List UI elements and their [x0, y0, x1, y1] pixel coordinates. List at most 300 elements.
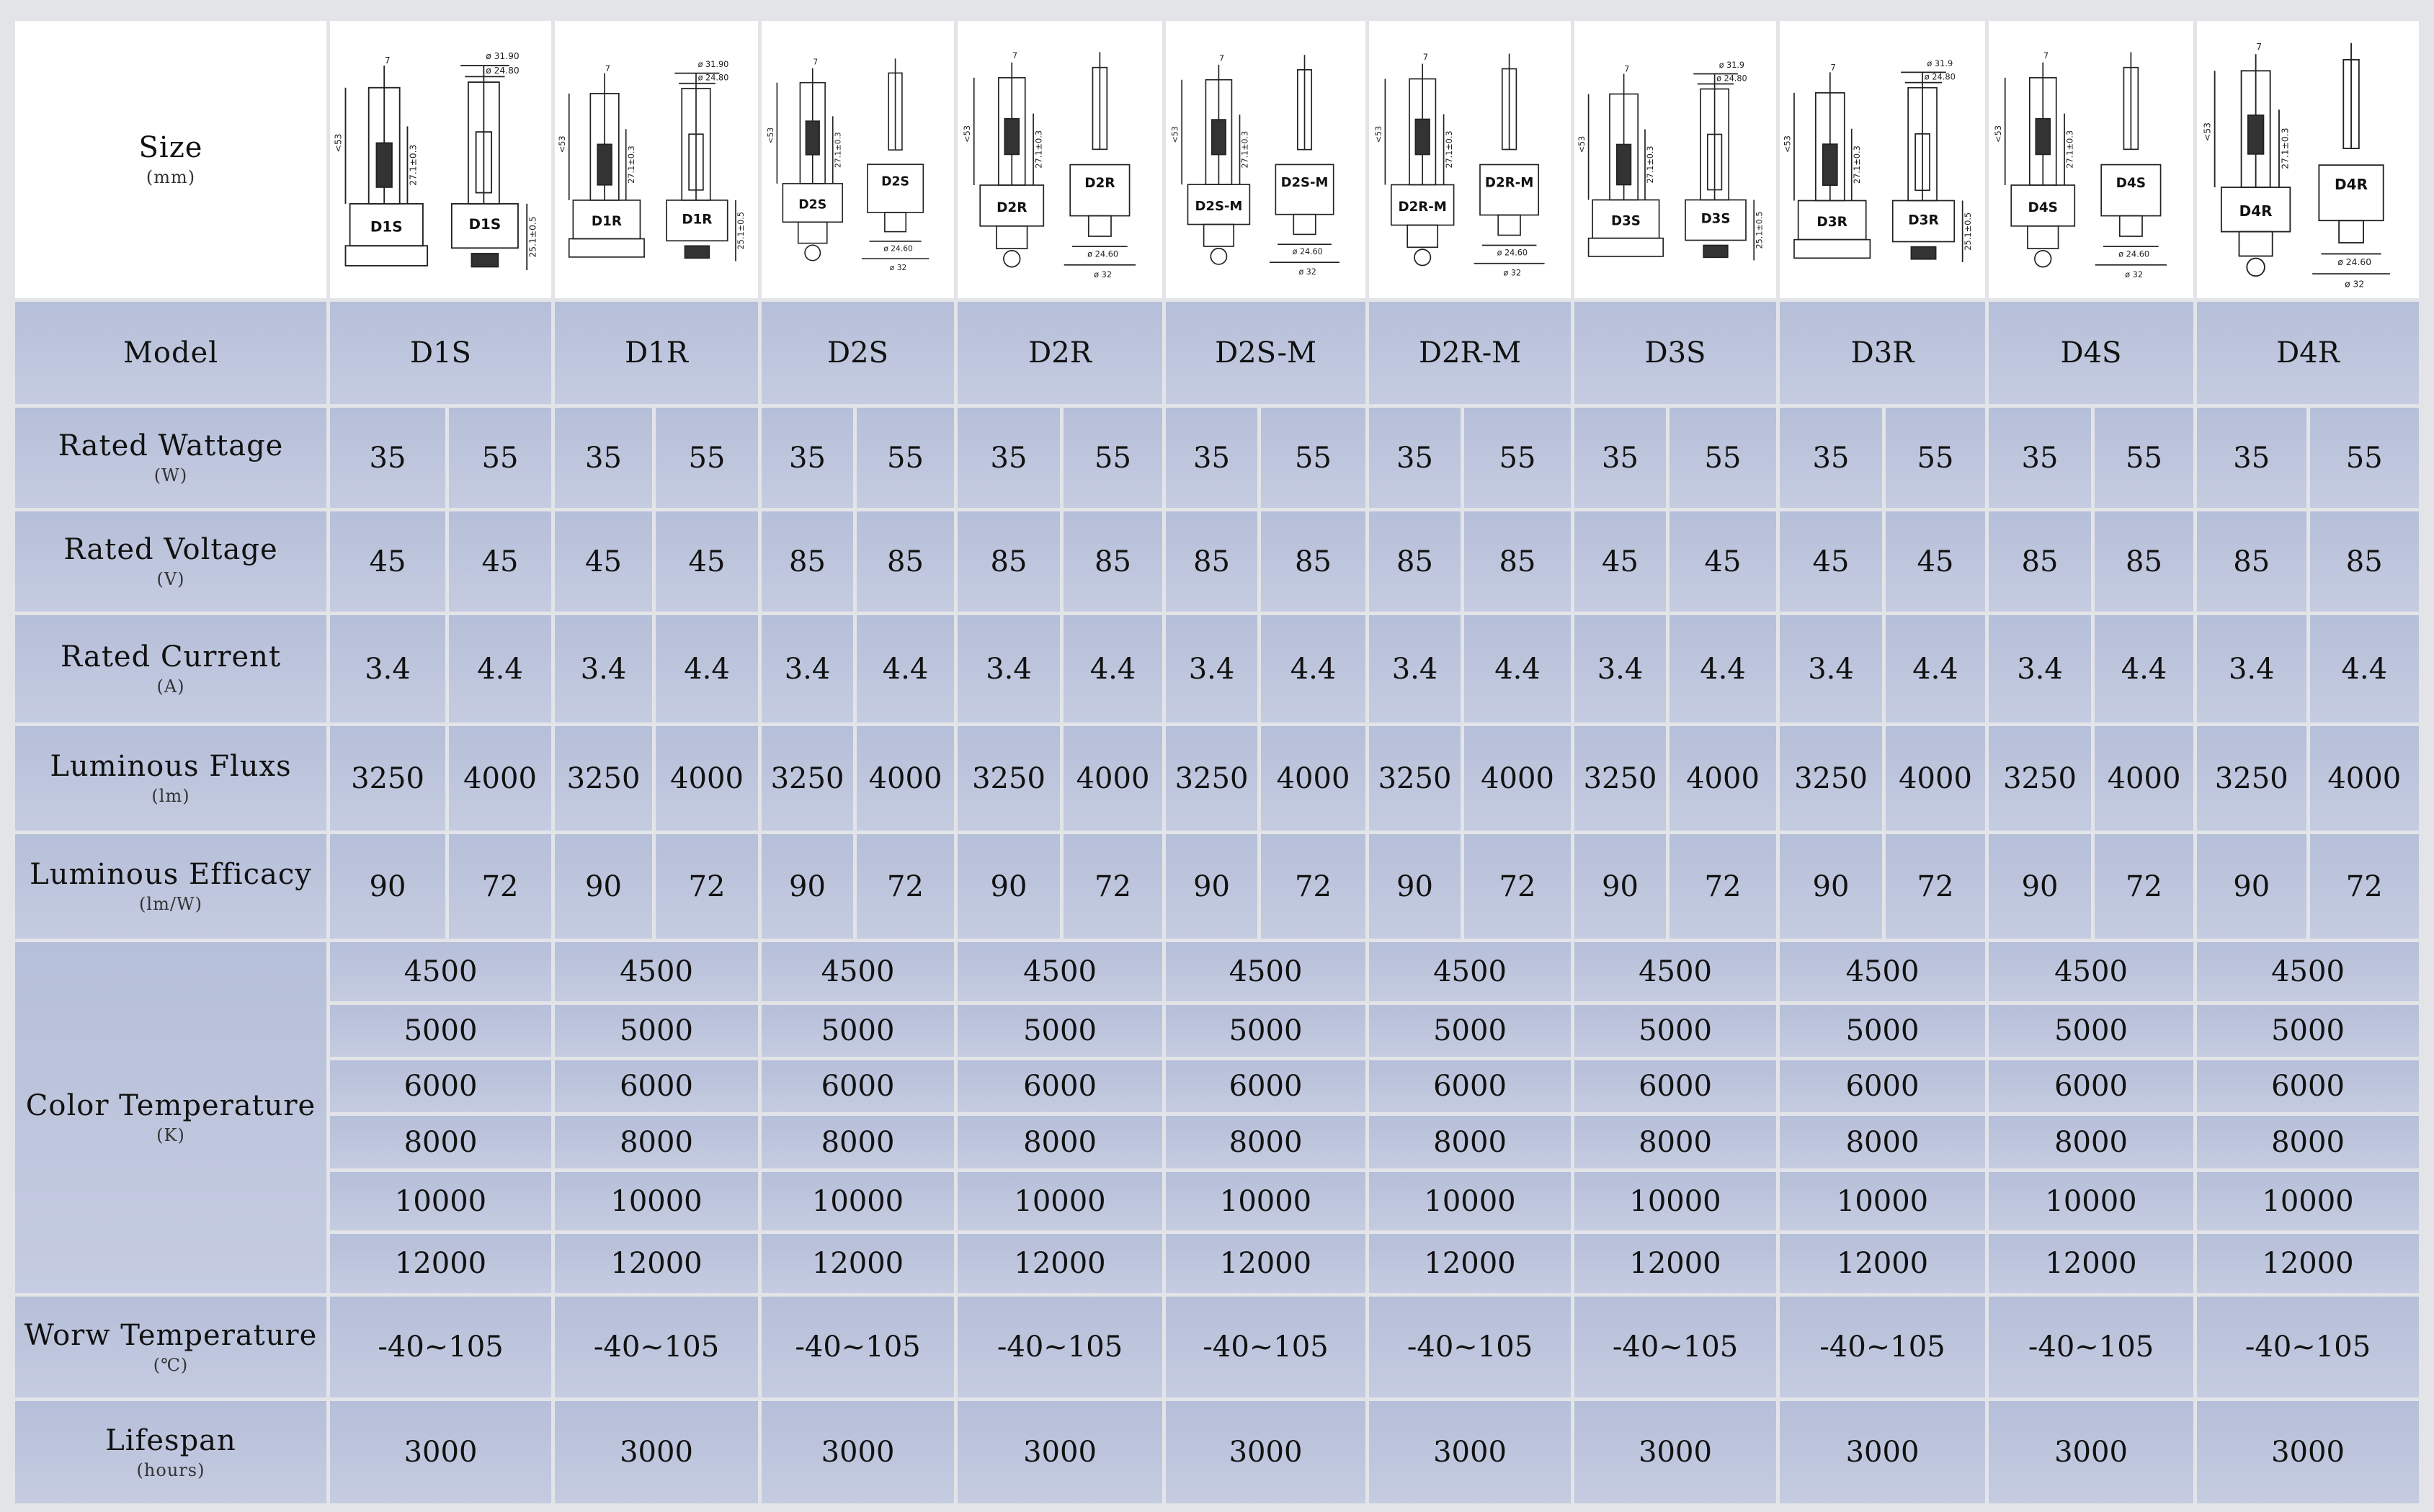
work-temp-label: [15, 1297, 326, 1397]
current-value: 4.4: [857, 615, 954, 723]
voltage-value: 45: [1780, 511, 1882, 612]
wattage-value: 55: [1261, 408, 1365, 508]
color-temp-value: 8000: [958, 1116, 1162, 1168]
dim-53: <53: [1993, 125, 2004, 143]
dim-dia-inner: ø 24.60: [1087, 249, 1119, 259]
flux-value: 3250: [958, 726, 1060, 831]
color-temp-row: [15, 1172, 2419, 1230]
color-temp-value: 8000: [1780, 1116, 1985, 1168]
efficacy-value: 72: [1064, 834, 1162, 939]
dim-27: 27.1±0.3: [2280, 128, 2291, 169]
lifespan-value: 3000: [555, 1401, 758, 1503]
dim-27: 27.1±0.3: [1444, 130, 1454, 169]
color-temp-value: 6000: [1989, 1060, 2193, 1112]
lifespan-value: 3000: [1574, 1401, 1776, 1503]
color-temp-value: 5000: [1574, 1005, 1776, 1057]
flux-value: 4000: [2310, 726, 2420, 831]
color-temp-row: [15, 1005, 2419, 1057]
bulb-left-label: D3R: [1816, 215, 1847, 231]
lifespan-row: [15, 1401, 2419, 1503]
work-temp-value: -40~105: [330, 1297, 551, 1397]
size-label: [15, 21, 326, 298]
color-temp-row: [15, 1116, 2419, 1168]
bulb-right-label: D3R: [1908, 213, 1939, 228]
voltage-value: 85: [1064, 511, 1162, 612]
color-temp-value: 5000: [330, 1005, 551, 1057]
dim-7: 7: [1012, 50, 1018, 61]
current-value: 4.4: [656, 615, 758, 723]
dim-7: 7: [1624, 64, 1630, 74]
dim-7: 7: [2256, 42, 2263, 53]
dim-53: <53: [1577, 135, 1587, 153]
voltage-value: 45: [1886, 511, 1985, 612]
dim-dia-inner: ø 24.60: [1497, 248, 1528, 258]
work-temp-value: -40~105: [1780, 1297, 1985, 1397]
model-name: D1R: [555, 302, 758, 404]
color-temp-value: 10000: [1574, 1172, 1776, 1230]
color-temp-value: 6000: [762, 1060, 954, 1112]
dim-7: 7: [384, 55, 391, 66]
wattage-value: 55: [449, 408, 551, 508]
bulb-right-label: D1S: [468, 215, 501, 233]
size-diagram-cell: [2197, 21, 2419, 298]
lifespan-value: 3000: [762, 1401, 954, 1503]
color-temp-value: 12000: [1166, 1234, 1365, 1293]
model-label-text: Model: [122, 336, 219, 370]
dim-7: 7: [1219, 53, 1225, 63]
color-temp-row: [15, 1060, 2419, 1112]
dim-27: 27.1±0.3: [833, 132, 843, 168]
model-name: D1S: [330, 302, 551, 404]
color-temp-value: 6000: [1166, 1060, 1365, 1112]
color-temp-value: 4500: [762, 942, 954, 1001]
bulb-left-label: D1S: [370, 218, 403, 236]
dim-dia-outer: ø 32: [1298, 267, 1316, 277]
dim-dia-outer: ø 31.90: [486, 50, 520, 61]
voltage-value: 45: [1574, 511, 1666, 612]
lifespan-value: 3000: [1369, 1401, 1571, 1503]
efficacy-value: 90: [1369, 834, 1461, 939]
dim-dia-outer: ø 32: [2125, 269, 2144, 279]
flux-value: 4000: [1064, 726, 1162, 831]
current-value: 4.4: [2095, 615, 2193, 723]
color-temp-value: 10000: [1369, 1172, 1571, 1230]
dim-dia-inner: ø 24.80: [1716, 73, 1747, 84]
color-temp-value: 4500: [555, 942, 758, 1001]
wattage-value: 55: [2095, 408, 2193, 508]
dim-25: 25.1±0.5: [1963, 212, 1974, 251]
wattage-value: 55: [1464, 408, 1571, 508]
flux-value: 3250: [1574, 726, 1666, 831]
voltage-value: 85: [958, 511, 1060, 612]
current-value: 3.4: [330, 615, 445, 723]
lifespan-value: 3000: [330, 1401, 551, 1503]
efficacy-value: 72: [2310, 834, 2420, 939]
color-temp-value: 12000: [762, 1234, 954, 1293]
color-temp-value: 6000: [2197, 1060, 2419, 1112]
color-temp-value: 12000: [1780, 1234, 1985, 1293]
efficacy-value: 90: [1574, 834, 1666, 939]
dim-dia-inner: ø 24.60: [2337, 256, 2372, 267]
current-label-text: Rated Current: [60, 640, 282, 674]
current-row: [15, 615, 2419, 723]
color-temp-value: 5000: [2197, 1005, 2419, 1057]
voltage-value: 45: [1670, 511, 1776, 612]
model-name: D4R: [2197, 302, 2419, 404]
flux-unit: (lm): [151, 786, 190, 807]
dim-53: <53: [962, 125, 973, 143]
lifespan-value: 3000: [1166, 1401, 1365, 1503]
bulb-right-label: D1R: [682, 212, 713, 228]
bulb-left-label: D2S-M: [1195, 199, 1243, 215]
efficacy-row: [15, 834, 2419, 939]
color-temp-value: 12000: [555, 1234, 758, 1293]
lifespan-value: 3000: [1780, 1401, 1985, 1503]
current-value: 3.4: [762, 615, 853, 723]
bulb-right-label: D2R: [1084, 175, 1115, 191]
color-temp-value: 8000: [762, 1116, 954, 1168]
wattage-value: 35: [1166, 408, 1257, 508]
dim-7: 7: [813, 57, 819, 67]
bulb-right-label: D2S: [881, 174, 910, 189]
current-value: 3.4: [555, 615, 652, 723]
flux-value: 3250: [1989, 726, 2091, 831]
dim-dia-inner: ø 24.60: [1292, 247, 1323, 257]
efficacy-value: 72: [857, 834, 954, 939]
flux-value: 3250: [1166, 726, 1257, 831]
efficacy-label: [15, 834, 326, 939]
color-temp-value: 12000: [2197, 1234, 2419, 1293]
voltage-unit: (V): [156, 569, 185, 590]
voltage-value: 85: [1369, 511, 1461, 612]
flux-value: 4000: [1670, 726, 1776, 831]
efficacy-value: 90: [1780, 834, 1882, 939]
color-temp-value: 4500: [1166, 942, 1365, 1001]
efficacy-value: 90: [762, 834, 853, 939]
bulb-diagram: [762, 21, 954, 298]
efficacy-value: 72: [1464, 834, 1571, 939]
size-label-text: Size: [138, 131, 203, 165]
current-value: 3.4: [2197, 615, 2306, 723]
dim-7: 7: [2043, 50, 2049, 61]
bulb-diagram: [330, 21, 551, 298]
dim-dia-outer: ø 31.9: [1718, 61, 1745, 71]
color-temp-value: 5000: [1166, 1005, 1365, 1057]
current-value: 3.4: [958, 615, 1060, 723]
dim-dia-inner: ø 24.60: [2118, 249, 2150, 259]
dim-dia-outer: ø 32: [1094, 269, 1113, 279]
color-temp-value: 8000: [1574, 1116, 1776, 1168]
size-unit: (mm): [146, 167, 196, 188]
work-temp-value: -40~105: [958, 1297, 1162, 1397]
voltage-value: 85: [2197, 511, 2306, 612]
wattage-label-text: Rated Wattage: [58, 429, 284, 463]
color-temp-value: 8000: [2197, 1116, 2419, 1168]
dim-53: <53: [1170, 126, 1180, 143]
wattage-value: 55: [857, 408, 954, 508]
bulb-right-label: D2S-M: [1280, 174, 1329, 190]
work-temp-value: -40~105: [555, 1297, 758, 1397]
flux-value: 3250: [1369, 726, 1461, 831]
voltage-value: 45: [449, 511, 551, 612]
size-diagram-cell: [1166, 21, 1365, 298]
wattage-value: 35: [1780, 408, 1882, 508]
work-temp-value: -40~105: [1989, 1297, 2193, 1397]
color-temp-value: 4500: [1780, 942, 1985, 1001]
flux-value: 3250: [330, 726, 445, 831]
color-temp-row: [15, 1234, 2419, 1293]
model-label: [15, 302, 326, 404]
color-temp-value: 10000: [1166, 1172, 1365, 1230]
color-temp-value: 12000: [1574, 1234, 1776, 1293]
flux-value: 3250: [1780, 726, 1882, 831]
wattage-value: 35: [2197, 408, 2306, 508]
bulb-right-label: D4R: [2335, 176, 2368, 194]
work-temp-unit: (℃): [153, 1354, 189, 1375]
bulb-left-label: D1R: [591, 214, 622, 230]
dim-dia-outer: ø 32: [2345, 279, 2365, 290]
model-name: D3S: [1574, 302, 1776, 404]
color-temp-value: 6000: [330, 1060, 551, 1112]
lifespan-unit: (hours): [136, 1459, 205, 1480]
color-temp-value: 4500: [1989, 942, 2193, 1001]
model-name: D2R-M: [1369, 302, 1571, 404]
bulb-diagram: [1989, 21, 2193, 298]
current-value: 3.4: [1369, 615, 1461, 723]
color-temp-value: 6000: [1574, 1060, 1776, 1112]
color-temp-value: 8000: [1989, 1116, 2193, 1168]
flux-value: 3250: [762, 726, 853, 831]
flux-value: 3250: [555, 726, 652, 831]
wattage-value: 35: [555, 408, 652, 508]
bulb-left-label: D2R-M: [1398, 199, 1447, 215]
voltage-value: 45: [555, 511, 652, 612]
color-temp-value: 8000: [555, 1116, 758, 1168]
color-temp-value: 4500: [2197, 942, 2419, 1001]
dim-27: 27.1±0.3: [1240, 130, 1250, 169]
wattage-value: 55: [2310, 408, 2420, 508]
voltage-value: 85: [1464, 511, 1571, 612]
dim-27: 27.1±0.3: [1852, 146, 1863, 184]
size-diagram-cell: [958, 21, 1162, 298]
current-value: 4.4: [1261, 615, 1365, 723]
color-temp-unit: (K): [156, 1125, 185, 1146]
current-value: 3.4: [1166, 615, 1257, 723]
bulb-diagram: [555, 21, 758, 298]
color-temp-value: 4500: [958, 942, 1162, 1001]
current-value: 4.4: [1886, 615, 1985, 723]
bulb-diagram: [1369, 21, 1571, 298]
voltage-value: 85: [857, 511, 954, 612]
model-name: D3R: [1780, 302, 1985, 404]
size-diagram-cell: [1989, 21, 2193, 298]
voltage-value: 85: [1989, 511, 2091, 612]
flux-value: 4000: [1464, 726, 1571, 831]
bulb-diagram: [1780, 21, 1985, 298]
flux-row: [15, 726, 2419, 831]
voltage-label: [15, 511, 326, 612]
efficacy-unit: (lm/W): [139, 894, 202, 915]
color-temp-value: 5000: [555, 1005, 758, 1057]
dim-25: 25.1±0.5: [736, 211, 746, 250]
wattage-value: 55: [1064, 408, 1162, 508]
dim-dia-outer: ø 32: [889, 263, 907, 273]
color-temp-value: 5000: [958, 1005, 1162, 1057]
dim-53: <53: [333, 133, 344, 153]
lifespan-value: 3000: [958, 1401, 1162, 1503]
current-unit: (A): [156, 676, 185, 697]
color-temp-value: 10000: [762, 1172, 954, 1230]
model-name: D2S-M: [1166, 302, 1365, 404]
wattage-value: 35: [762, 408, 853, 508]
wattage-value: 35: [330, 408, 445, 508]
voltage-value: 85: [762, 511, 853, 612]
bulb-left-label: D2R: [997, 200, 1027, 215]
size-diagram-cell: [1369, 21, 1571, 298]
dim-dia-inner: ø 24.80: [486, 65, 520, 76]
flux-value: 4000: [656, 726, 758, 831]
dim-27: 27.1±0.3: [408, 144, 419, 186]
dim-53: <53: [766, 127, 776, 144]
color-temp-value: 12000: [1989, 1234, 2193, 1293]
color-temp-value: 10000: [2197, 1172, 2419, 1230]
dim-53: <53: [1782, 135, 1793, 153]
efficacy-label-text: Luminous Efficacy: [30, 858, 312, 892]
work-temp-row: [15, 1297, 2419, 1397]
wattage-value: 35: [1989, 408, 2091, 508]
size-diagram-cell: [1780, 21, 1985, 298]
dim-dia-outer: ø 32: [1503, 268, 1522, 278]
voltage-value: 85: [2310, 511, 2420, 612]
color-temp-value: 5000: [1369, 1005, 1571, 1057]
color-temp-label-text: Color Temperature: [25, 1089, 316, 1123]
bulb-diagram: [1574, 21, 1776, 298]
dim-53: <53: [558, 135, 568, 153]
current-value: 3.4: [1574, 615, 1666, 723]
dim-27: 27.1±0.3: [626, 146, 636, 184]
size-diagram-cell: [762, 21, 954, 298]
size-diagram-cell: [1574, 21, 1776, 298]
efficacy-value: 90: [958, 834, 1060, 939]
dim-27: 27.1±0.3: [1646, 146, 1656, 184]
flux-value: 3250: [2197, 726, 2306, 831]
color-temp-value: 4500: [330, 942, 551, 1001]
efficacy-value: 72: [656, 834, 758, 939]
flux-value: 4000: [2095, 726, 2193, 831]
work-temp-value: -40~105: [1369, 1297, 1571, 1397]
flux-value: 4000: [857, 726, 954, 831]
wattage-value: 55: [1670, 408, 1776, 508]
color-temp-label: [15, 942, 326, 1293]
work-temp-label-text: Worw Temperature: [24, 1318, 318, 1352]
wattage-label: [15, 408, 326, 508]
lifespan-value: 3000: [1989, 1401, 2193, 1503]
work-temp-value: -40~105: [2197, 1297, 2419, 1397]
dim-27: 27.1±0.3: [2064, 130, 2075, 169]
lifespan-value: 3000: [2197, 1401, 2419, 1503]
bulb-right-label: D3S: [1700, 211, 1731, 227]
wattage-value: 35: [1369, 408, 1461, 508]
bulb-right-label: D4S: [2116, 175, 2147, 191]
color-temp-value: 8000: [1166, 1116, 1365, 1168]
dim-7: 7: [605, 63, 610, 73]
efficacy-value: 72: [1261, 834, 1365, 939]
wattage-value: 55: [1886, 408, 1985, 508]
current-label: [15, 615, 326, 723]
wattage-value: 35: [958, 408, 1060, 508]
bulb-diagram: [2197, 21, 2419, 298]
work-temp-value: -40~105: [762, 1297, 954, 1397]
flux-value: 4000: [1886, 726, 1985, 831]
model-name: D4S: [1989, 302, 2193, 404]
dim-dia-inner: ø 24.80: [697, 73, 729, 83]
model-name: D2R: [958, 302, 1162, 404]
color-temp-value: 10000: [1780, 1172, 1985, 1230]
wattage-value: 35: [1574, 408, 1666, 508]
current-value: 4.4: [1464, 615, 1571, 723]
current-value: 4.4: [1670, 615, 1776, 723]
voltage-value: 85: [1261, 511, 1365, 612]
voltage-value: 45: [656, 511, 758, 612]
color-temp-value: 8000: [1369, 1116, 1571, 1168]
lifespan-label: [15, 1401, 326, 1503]
color-temp-value: 4500: [1574, 942, 1776, 1001]
current-value: 4.4: [1064, 615, 1162, 723]
wattage-value: 55: [656, 408, 758, 508]
dim-7: 7: [1422, 52, 1428, 62]
dim-dia-inner: ø 24.80: [1924, 71, 1956, 82]
efficacy-value: 90: [1166, 834, 1257, 939]
color-temp-value: 6000: [555, 1060, 758, 1112]
efficacy-value: 90: [2197, 834, 2306, 939]
color-temp-value: 12000: [330, 1234, 551, 1293]
color-temp-value: 10000: [1989, 1172, 2193, 1230]
wattage-unit: (W): [153, 465, 188, 486]
efficacy-value: 90: [330, 834, 445, 939]
dim-dia-outer: ø 31.90: [697, 60, 729, 70]
voltage-row: [15, 511, 2419, 612]
spec-sheet: [12, 17, 2422, 1504]
dim-53: <53: [2202, 122, 2213, 141]
dim-7: 7: [1830, 62, 1836, 73]
model-name: D2S: [762, 302, 954, 404]
efficacy-value: 72: [1886, 834, 1985, 939]
color-temp-value: 4500: [1369, 942, 1571, 1001]
size-diagram-cell: [330, 21, 551, 298]
color-temp-row: [15, 942, 2419, 1001]
bulb-left-label: D4S: [2028, 200, 2058, 215]
bulb-diagram: [958, 21, 1162, 298]
bulb-left-label: D2S: [798, 197, 827, 213]
color-temp-value: 5000: [1780, 1005, 1985, 1057]
voltage-label-text: Rated Voltage: [63, 533, 278, 567]
bulb-diagram: [1166, 21, 1365, 298]
dim-25: 25.1±0.5: [527, 216, 538, 258]
current-value: 4.4: [449, 615, 551, 723]
current-value: 3.4: [1989, 615, 2091, 723]
dim-27: 27.1±0.3: [1033, 130, 1044, 169]
flux-label: [15, 726, 326, 831]
current-value: 4.4: [2310, 615, 2420, 723]
color-temp-value: 6000: [958, 1060, 1162, 1112]
voltage-value: 85: [2095, 511, 2193, 612]
color-temp-value: 6000: [1780, 1060, 1985, 1112]
model-row: [15, 302, 2419, 404]
bulb-right-label: D2R-M: [1484, 175, 1534, 191]
color-temp-value: 12000: [1369, 1234, 1571, 1293]
flux-value: 4000: [449, 726, 551, 831]
bulb-left-label: D3S: [1610, 213, 1641, 229]
